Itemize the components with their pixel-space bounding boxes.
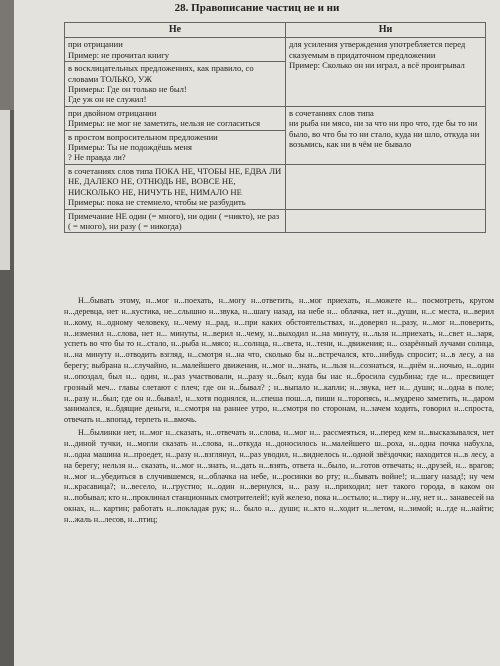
cell-ne: при отрицании Пример: не прочитал книгу	[65, 38, 286, 62]
exercise-text	[64, 296, 494, 526]
cell-ne: при двойном отрицании Примеры: не мог не заметить, нельзя не согласиться	[65, 106, 286, 130]
cell-ne: в простом вопросительном предложении Примеры: Ты не подождёшь меня ? Не правда ли?	[65, 130, 286, 164]
paragraph: Н...бывать этому, н...мог н...поехать, н...могу н...ответить, н...мог приехать, н...можете н... посмотреть, кругом н...деревца, нет н...кустика, не...слышно н...звука, н...шагу назад, на небе н... облачка, нет н...души, н...с места, н...верил н...кому, н...одному человеку, н...чему н...рад, н...при каких обстоятельствах, н...доверял н...разу, н...мог н...поверить, н...изменил н...слова, нет н... минуты, н...верил н...чему, н...выходил н...на минуту, н...льзя н...приехать, н...свет н...заря, успеть во что бы то н...стало, н...рыба н...мясо; н...солнца, н...света, н...тени, н...движения; н... озарённый лучами солнца, н...на минуту н...отводить взгляд, н...смотря н...на что, сколько бы н...встречался, кто...нибудь спросит; н...в лесу, а на берегу; выбрана н...случайно, н...малейшего движения, н...мог н...знать, н...льзя н...сознаться, н...днём н...ночью, н...один н...опоздал, был н... один, н...раз участвовали, н...разу н...был; куда бы нас н...бросила судьбина; где н... пресвищет грозный меч... главы слетают с плеч; где он н...бывал? ; н...выпало н...капли; н...звука, нет н... души; н...одна в поле; н...разу н...был; где он н...бывал!, н...хотя поднялся, н...спеша пош...л, пиши н...торопясь, н...мудрено заметить, н...даром занимался, н...бдящие деньги, н...смотря на раннее утро, н...смотря по сторонам, н...зачем ходить, говорил н...спроста, отвечать н...впопад, терпеть н...вмочь.	[64, 296, 494, 425]
page-title: 28. Правописание частиц не и ни	[174, 2, 340, 14]
header-ni: Ни	[286, 23, 486, 38]
paragraph: Н...былинки нет, н...мог н...сказать, н...отвечать н...слова, н...мог н... рассмеяться, н...перед кем н...высказывался, нет н...диной тучки, н...могли сказать н...слова, н...откуда н...доносилось н...малейшего ш...роха, н...одна почка набухла, н...одна машина н...проедет, н...разу н...взглянул, н...раз уводил, н...виднелось н...одной звёздочки; находится н...в лесу, а на берегу; нельзя н... сказать, н...мог н...знать, н...дать н...взять, ответа н...было, н...готов отвечать; н...друзей, н... врагов; н...мог н...убедиться в случившемся, н...облачка на небе, н...росинки во рту; н...бывать войне!; н...шагу назад!; ну чем н...красавица?; н...весело, н...грустно; н...один н...вернулся, н... разу н...приходил; нет такого города, в каком он н...побывал; кто н...проклинал станционных смотрителей!; куй железо, пока н...остыло; н...тиру н...ну, нет н... занавесей на окнах, н... картин; работать н...покладая рук; н... было н... души; н...кто н...ходит н...летом, н...зимой; н...где н...найти; н...жаль н...лесов, н...птиц;	[64, 428, 494, 524]
table-row	[65, 209, 486, 233]
cell-ni: в сочетаниях слов типа ни рыба ни мясо, ни за что ни про что, где бы то ни было, во что бы то ни стало, куда ни шло, откуда ни возьмись, как ни в чём не бывало	[286, 106, 486, 164]
cell-ni-empty	[286, 209, 486, 233]
background-edge	[0, 110, 14, 666]
cell-ne: в восклицательных предложениях, как правило, со словами ТОЛЬКО, УЖ Примеры: Где он только не был! Где уж он не служил!	[65, 62, 286, 107]
rules-table	[64, 22, 486, 233]
cell-ni-empty	[286, 164, 486, 209]
table-row	[65, 38, 486, 62]
table-row	[65, 106, 486, 130]
cell-ne: в сочетаниях слов типа ПОКА НЕ, ЧТОБЫ НЕ, ЕДВА ЛИ НЕ, ДАЛЕКО НЕ, ОТНЮДЬ НЕ, ВОВСЕ НЕ, НИСКОЛЬКО НЕ, НИЧУТЬ НЕ, НИМАЛО НЕ Примеры: пока не стемнело, чтобы не разбудить	[65, 164, 286, 209]
cell-ne-note: Примечание НЕ один (= много), ни один ( =никто), не раз ( = много), ни разу ( = никогда)	[65, 209, 286, 233]
table-row	[65, 164, 486, 209]
adjacent-page-strip	[0, 110, 10, 270]
document-page	[14, 0, 500, 666]
cell-ni: для усиления утверждения употребляется перед сказуемым в придаточном предложении Пример: Сколько он ни играл, а всё проигрывал	[286, 38, 486, 106]
header-ne: Не	[65, 23, 286, 38]
